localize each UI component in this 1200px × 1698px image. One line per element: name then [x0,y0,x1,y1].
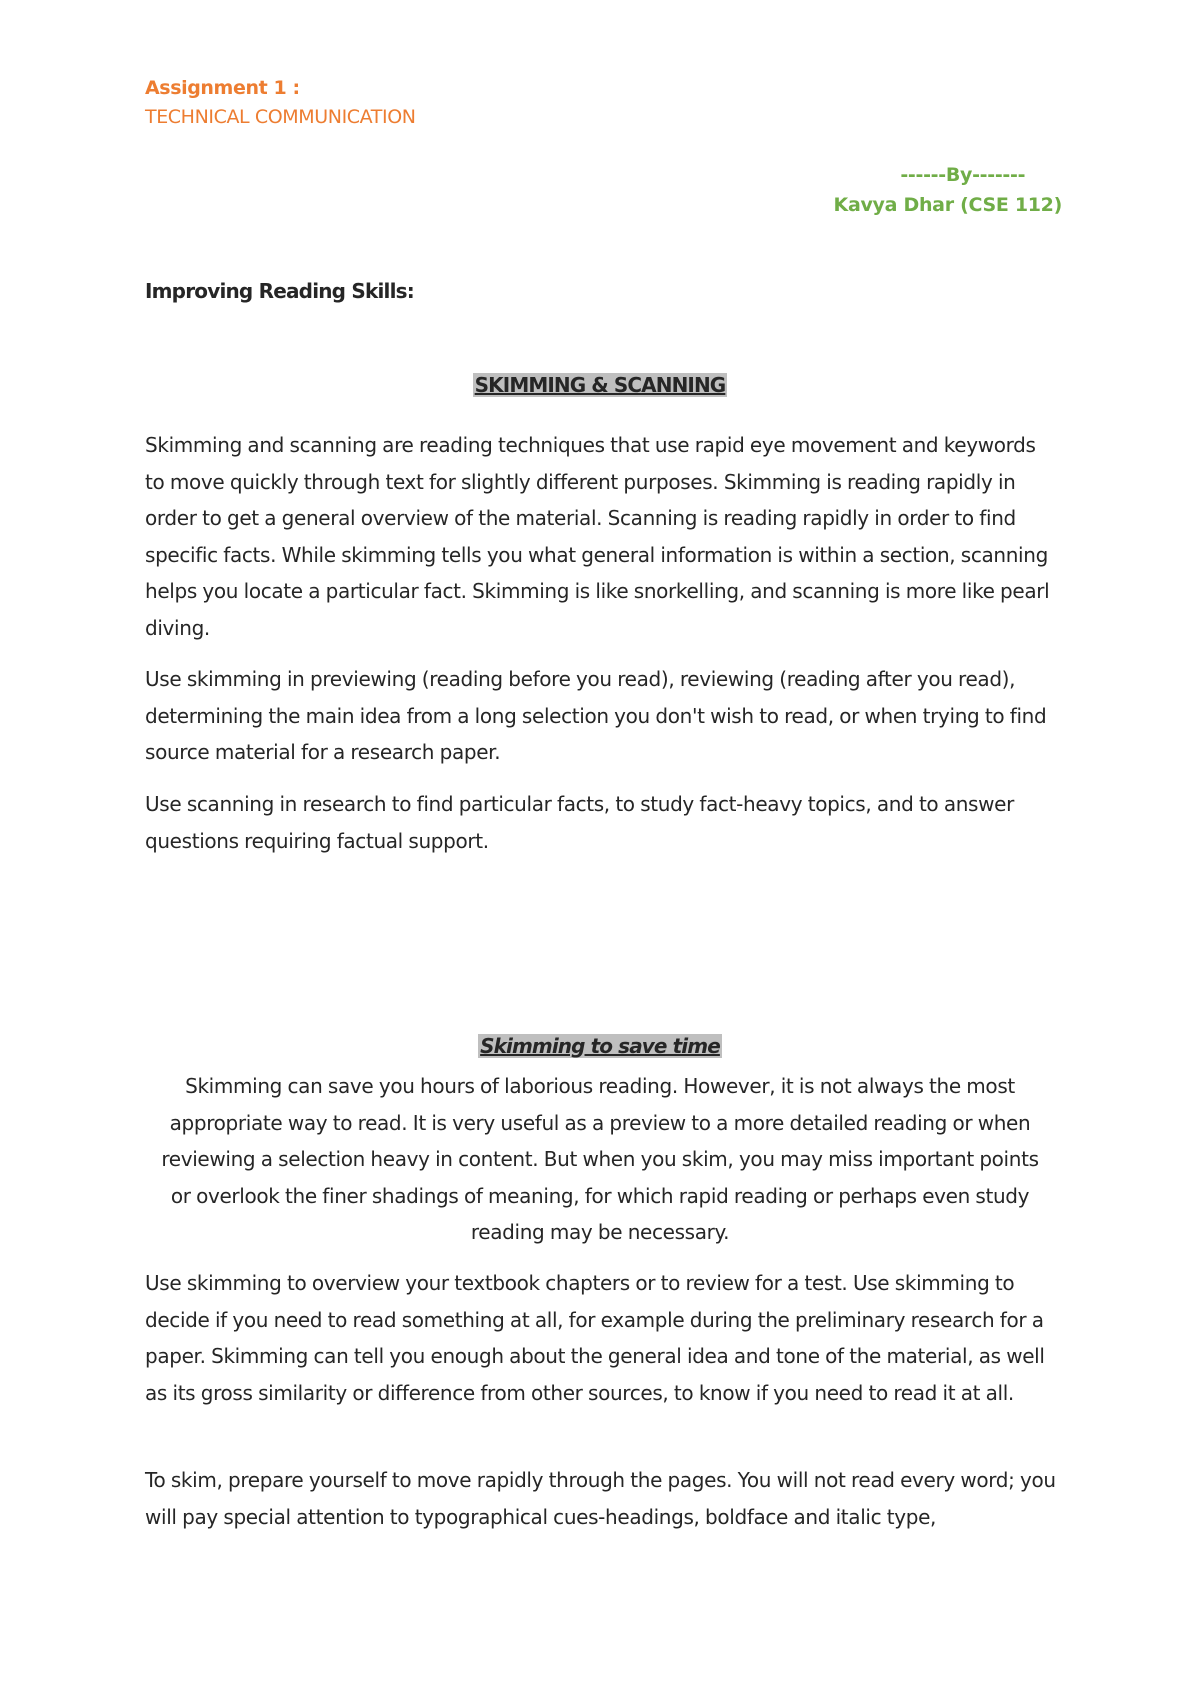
assignment-header [145,74,416,132]
document-heading: Improving Reading Skills: [145,279,414,303]
paragraph: To skim, prepare yourself to move rapidly through the pages. You will not read every word; you will pay special attention to typographical cues-headings, boldface and italic type, [145,1468,1056,1529]
section-title-text: SKIMMING & SCANNING [474,373,726,397]
assignment-label: Assignment 1 : [145,77,300,99]
author-name: Kavya Dhar (CSE 112) [833,194,1062,216]
section-title-text: Skimming to save time [480,1034,720,1058]
subject-title: TECHNICAL COMMUNICATION [145,106,416,128]
section-title-skimming-scanning [0,373,1200,397]
paragraph: Use skimming to overview your textbook chapters or to review for a test. Use skimming to decide if you need to read something at all, for example during the preliminary research for a paper. Skimming can tell you enough about the general idea and tone of the material, as well as its gross similarity or difference from other sources, to know if you need to read it at all. [145,1271,1045,1405]
paragraph: Skimming and scanning are reading techniques that use rapid eye movement and keywords to move quickly through text for slightly different purposes. Skimming is reading rapidly in order to get a general overview of the material. Scanning is reading rapidly in order to find specific facts. While skimming tells you what general information is within a section, scanning helps you locate a particular fact. Skimming is like snorkelling, and scanning is more like pearl diving. [145,433,1050,640]
paragraph-centered: Skimming can save you hours of laborious reading. However, it is not always the most appropriate way to read. It is very useful as a preview to a more detailed reading or when reviewing a selection heavy in content. But when you skim, you may miss important points or overlook the finer shadings of meaning, for which rapid reading or perhaps even study reading may be necessary. [161,1074,1039,1245]
author-block [834,160,1062,220]
paragraph: Use skimming in previewing (reading before you read), reviewing (reading after you read), determining the main idea from a long selection you don't wish to read, or when trying to find source material for a research paper. [145,667,1047,765]
paragraph: Use scanning in research to find particular facts, to study fact-heavy topics, and to answer questions requiring factual support. [145,792,1014,853]
section-title-skimming-save-time [0,1034,1200,1058]
by-label: ------By------- [900,164,1026,186]
